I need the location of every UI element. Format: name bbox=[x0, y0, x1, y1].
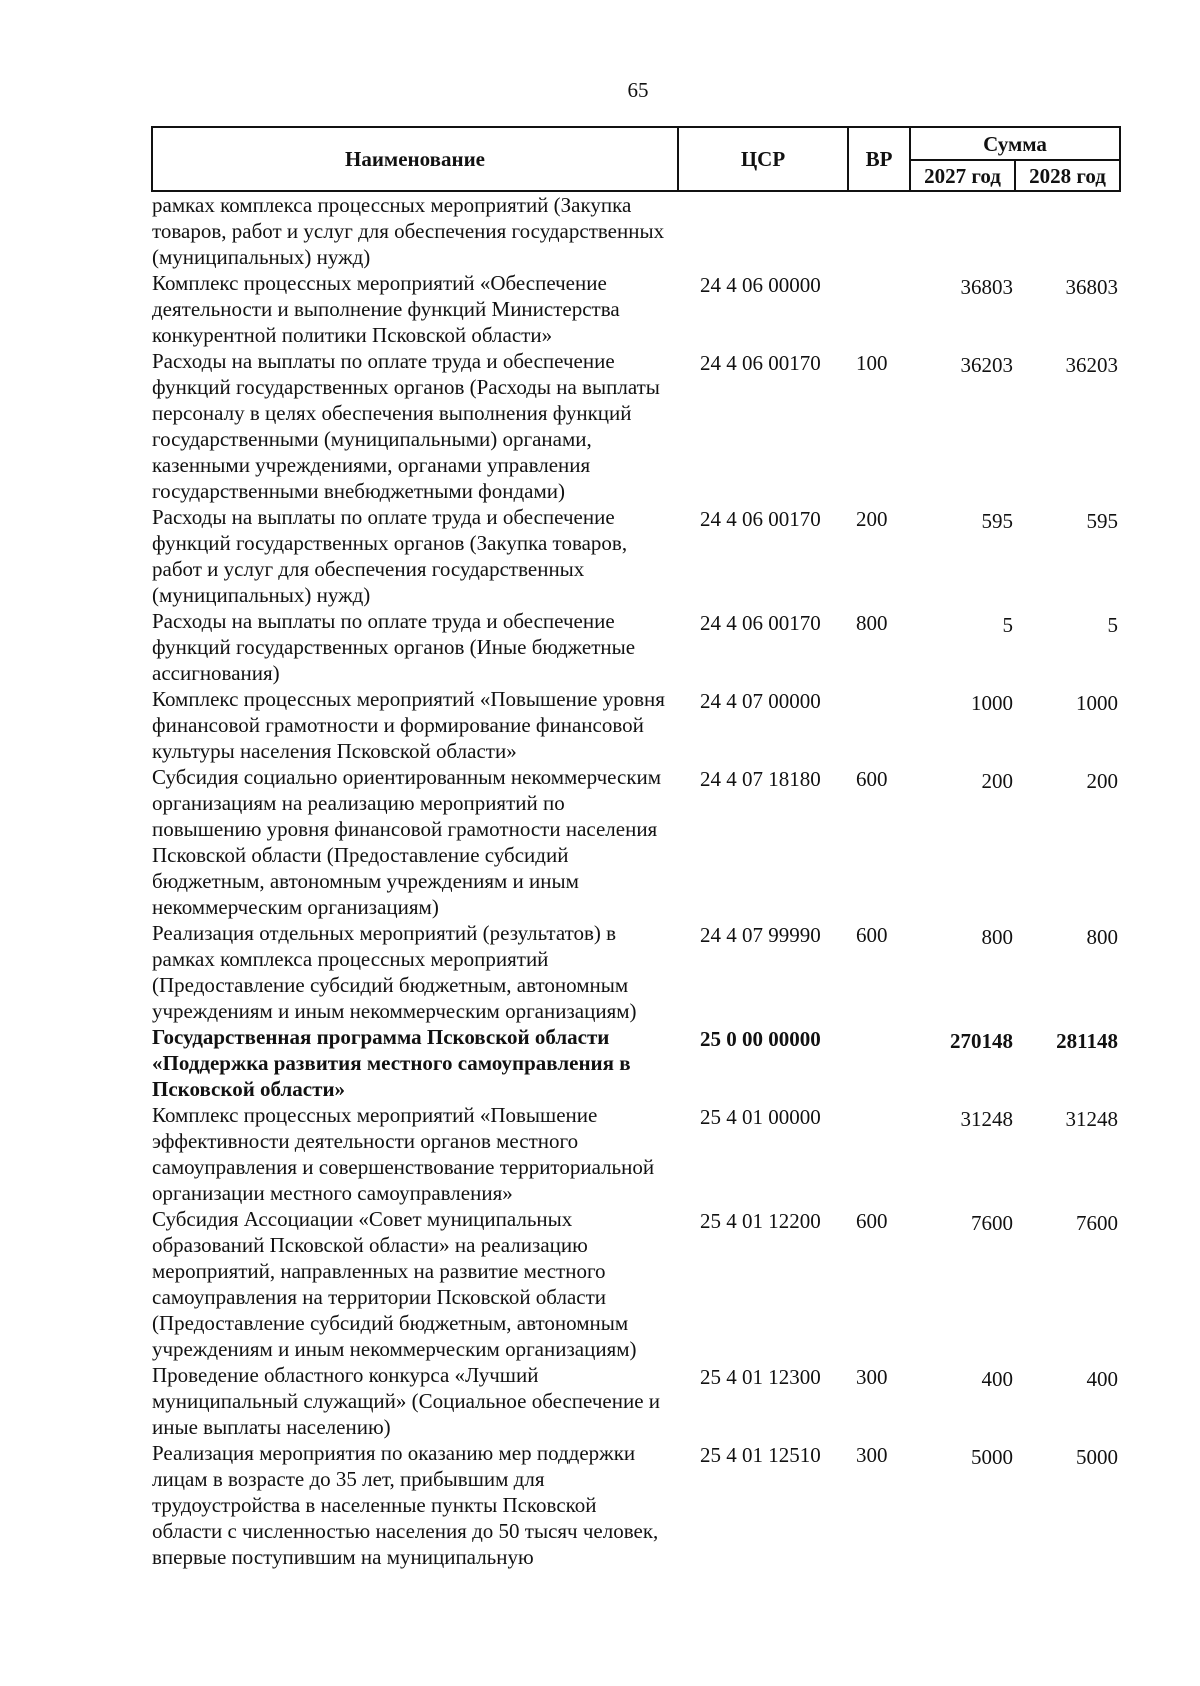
row-amount-2028: 281148 bbox=[1056, 1029, 1118, 1053]
row-amount-2027: 5000 bbox=[971, 1445, 1013, 1469]
row-amount-2028: 800 bbox=[1086, 925, 1118, 949]
budget-table bbox=[151, 126, 1121, 1570]
row-name: Расходы на выплаты по оплате труда и обеспечение функций государственных органов (Расходы на выплаты персоналу в целях обеспечения выполнения функций государственными (муниципальными) органами, казенными учреждениями, органами управления государственными внебюджетными фондами) bbox=[152, 349, 660, 503]
row-amount-2027: 31248 bbox=[960, 1107, 1013, 1131]
row-vr-code bbox=[848, 191, 910, 270]
table-row bbox=[152, 348, 1120, 504]
table-row bbox=[152, 608, 1120, 686]
header-year-2027: 2027 год bbox=[910, 160, 1015, 191]
row-amount-2027: 5 bbox=[1002, 613, 1013, 637]
row-vr-code: 800 bbox=[856, 611, 888, 635]
row-name: Субсидия Ассоциации «Совет муниципальных образований Псковской области» на реализацию мероприятий, направленных на развитие местного самоуправления на территории Псковской области (Предоставление субсидий бюджетным, автономным учреждениям и иным некоммерческим организациям) bbox=[152, 1207, 637, 1361]
row-amount-2027: 400 bbox=[981, 1367, 1013, 1391]
row-amount-2028: 36203 bbox=[1065, 353, 1118, 377]
row-vr-code bbox=[848, 686, 910, 764]
page-number: 65 bbox=[627, 78, 649, 102]
row-amount-2028 bbox=[1015, 191, 1120, 270]
row-csr-code: 25 4 01 12300 bbox=[700, 1365, 821, 1389]
row-amount-2028: 5 bbox=[1107, 613, 1118, 637]
header-name: Наименование bbox=[152, 127, 678, 191]
header-vr: ВР bbox=[848, 127, 910, 191]
row-amount-2027: 200 bbox=[981, 769, 1013, 793]
row-amount-2027: 270148 bbox=[950, 1029, 1013, 1053]
row-amount-2028: 5000 bbox=[1076, 1445, 1118, 1469]
row-name: Государственная программа Псковской области «Поддержка развития местного самоуправления в Псковской области» bbox=[152, 1025, 631, 1101]
row-name: Расходы на выплаты по оплате труда и обеспечение функций государственных органов (Иные бюджетные ассигнования) bbox=[152, 609, 636, 685]
row-amount-2028: 200 bbox=[1086, 769, 1118, 793]
row-vr-code: 600 bbox=[856, 923, 888, 947]
row-name: Комплекс процессных мероприятий «Повышение эффективности деятельности органов местного самоуправления и совершенствование территориальной организации местного самоуправления» bbox=[152, 1103, 655, 1205]
row-csr-code: 24 4 06 00170 bbox=[700, 611, 821, 635]
table-row bbox=[152, 1362, 1120, 1440]
row-csr-code: 25 4 01 00000 bbox=[700, 1105, 821, 1129]
row-csr-code: 25 4 01 12200 bbox=[700, 1209, 821, 1233]
row-name: Реализация мероприятия по оказанию мер поддержки лицам в возрасте до 35 лет, прибывшим для трудоустройства в населенные пункты Псковской области с численностью населения до 50 тысяч человек, впервые поступившим на муниципальную bbox=[152, 1441, 659, 1569]
header-year-2028: 2028 год bbox=[1015, 160, 1120, 191]
row-vr-code: 600 bbox=[856, 767, 888, 791]
header-csr: ЦСР bbox=[678, 127, 848, 191]
row-amount-2027: 36203 bbox=[960, 353, 1013, 377]
row-vr-code bbox=[848, 270, 910, 348]
row-amount-2028: 7600 bbox=[1076, 1211, 1118, 1235]
row-name: Проведение областного конкурса «Лучший муниципальный служащий» (Социальное обеспечение и иные выплаты населению) bbox=[152, 1363, 661, 1439]
row-csr-code: 24 4 07 99990 bbox=[700, 923, 821, 947]
row-csr-code: 24 4 06 00170 bbox=[700, 351, 821, 375]
table-body bbox=[152, 191, 1120, 1570]
table-row bbox=[152, 1102, 1120, 1206]
row-name: Реализация отдельных мероприятий (результатов) в рамках комплекса процессных мероприятий (Предоставление субсидий бюджетным, автономным учреждениям и иным некоммерческим организациям) bbox=[152, 921, 637, 1023]
row-vr-code bbox=[848, 1024, 910, 1102]
row-name: Расходы на выплаты по оплате труда и обеспечение функций государственных органов (Закупка товаров, работ и услуг для обеспечения государственных (муниципальных) нужд) bbox=[152, 505, 628, 607]
table-row bbox=[152, 1206, 1120, 1362]
row-name: рамках комплекса процессных мероприятий (Закупка товаров, работ и услуг для обеспечения государственных (муниципальных) нужд) bbox=[152, 193, 665, 269]
row-vr-code: 300 bbox=[856, 1443, 888, 1467]
row-amount-2028: 1000 bbox=[1076, 691, 1118, 715]
table-row bbox=[152, 191, 1120, 270]
row-amount-2027: 1000 bbox=[971, 691, 1013, 715]
row-csr-code: 24 4 06 00000 bbox=[700, 273, 821, 297]
table-header bbox=[152, 127, 1120, 191]
row-amount-2027 bbox=[910, 191, 1015, 270]
table-row bbox=[152, 504, 1120, 608]
row-vr-code bbox=[848, 1102, 910, 1206]
row-name: Субсидия социально ориентированным некоммерческим организациям на реализацию мероприятий по повышению уровня финансовой грамотности населения Псковской области (Предоставление субсидий бюджетным, автономным учреждениям и иным некоммерческим организациям) bbox=[152, 765, 662, 919]
table-row bbox=[152, 1024, 1120, 1102]
row-csr-code: 24 4 06 00170 bbox=[700, 507, 821, 531]
row-csr-code: 24 4 07 18180 bbox=[700, 767, 821, 791]
row-amount-2027: 7600 bbox=[971, 1211, 1013, 1235]
row-vr-code: 200 bbox=[856, 507, 888, 531]
table-row bbox=[152, 920, 1120, 1024]
header-sum: Сумма bbox=[910, 127, 1120, 160]
row-csr-code: 25 0 00 00000 bbox=[700, 1027, 821, 1051]
table-row bbox=[152, 1440, 1120, 1570]
row-amount-2027: 595 bbox=[981, 509, 1013, 533]
table-row bbox=[152, 686, 1120, 764]
row-vr-code: 300 bbox=[856, 1365, 888, 1389]
row-name: Комплекс процессных мероприятий «Повышение уровня финансовой грамотности и формирование финансовой культуры населения Псковской области» bbox=[152, 687, 665, 763]
row-csr-code: 24 4 07 00000 bbox=[700, 689, 821, 713]
row-amount-2028: 595 bbox=[1086, 509, 1118, 533]
row-csr-code: 25 4 01 12510 bbox=[700, 1443, 821, 1467]
row-amount-2028: 36803 bbox=[1065, 275, 1118, 299]
row-amount-2027: 800 bbox=[981, 925, 1013, 949]
row-vr-code: 600 bbox=[856, 1209, 888, 1233]
row-amount-2028: 31248 bbox=[1065, 1107, 1118, 1131]
row-amount-2027: 36803 bbox=[960, 275, 1013, 299]
row-csr-code bbox=[678, 191, 848, 270]
row-name: Комплекс процессных мероприятий «Обеспечение деятельности и выполнение функций Министерства конкурентной политики Псковской области» bbox=[152, 271, 620, 347]
row-amount-2028: 400 bbox=[1086, 1367, 1118, 1391]
row-vr-code: 100 bbox=[856, 351, 888, 375]
table-row bbox=[152, 764, 1120, 920]
table-row bbox=[152, 270, 1120, 348]
